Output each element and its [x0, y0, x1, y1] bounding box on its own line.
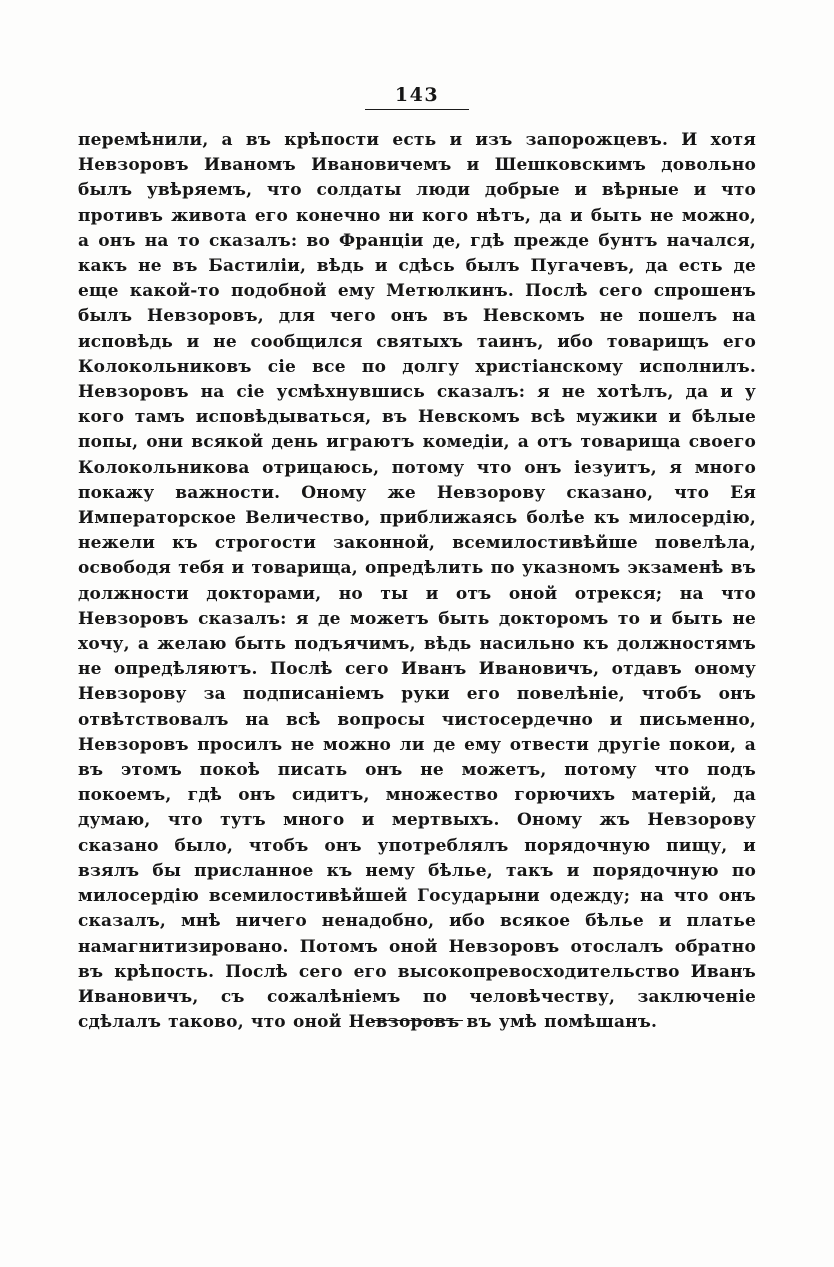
section-divider-rule — [371, 1020, 463, 1021]
body-text-paragraph: перемѣнили, а въ крѣпости есть и изъ запорожцевъ. И хотя Невзоровъ Иваномъ Ивановичемъ и Шешковскимъ довольно былъ увѣряемъ, что солдаты люди добрые и вѣрные и что противъ живота его конечно ни кого нѣтъ, да и быть не можно, а онъ на то сказалъ: во Франціи де, гдѣ прежде бунтъ начался, какъ не въ Бастиліи, вѣдь и сдѣсь былъ Пугачевъ, да есть де еще какой-то подобной ему Метюлкинъ. Послѣ сего спрошенъ былъ Невзоровъ, для чего онъ въ Невскомъ не пошелъ на исповѣдь и не сообщился святыхъ таинъ, ибо товарищъ его Колокольниковъ сіе все по долгу христіанскому исполнилъ. Невзоровъ на сіе усмѣхнувшись сказалъ: я не хотѣлъ, да и у кого тамъ исповѣдываться, въ Невскомъ всѣ мужики и бѣлые попы, они всякой день играютъ комедіи, а отъ товарища своего Колокольникова отрицаюсь, потому что онъ іезуитъ, я много покажу важности. Оному же Невзорову сказано, что Ея Императорское Величество, приближаясь болѣе къ милосердію, нежели къ строгости законной, всемилостивѣйше повелѣла, освободя тебя и товарища, опредѣлить по указномъ экзаменѣ въ должности докторами, но ты и отъ оной отрекся; на что Невзоровъ сказалъ: я де можетъ быть докторомъ то и быть не хочу, а желаю быть подъячимъ, вѣдь насильно къ должностямъ не опредѣляютъ. Послѣ сего Иванъ Ивановичъ, отдавъ оному Невзорову за подписаніемъ руки его повелѣніе, чтобъ онъ отвѣтствовалъ на всѣ вопросы чистосердечно и письменно, Невзоровъ просилъ не можно ли де ему отвести другіе покои, а въ этомъ покоѣ писать онъ не можетъ, потому что подъ покоемъ, гдѣ онъ сидитъ, множество горючихъ матерій, да думаю, что тутъ много и мертвыхъ. Оному жъ Невзорову сказано было, чтобъ онъ употреблялъ порядочную пищу, и взялъ бы присланное къ нему бѣлье, такъ и порядочную по милосердію всемилостивѣйшей Государыни одежду; на что онъ сказалъ, мнѣ ничего ненадобно, ибо всякое бѣлье и платье намагнитизировано. Потомъ оной Невзоровъ отослалъ обратно въ крѣпость. Послѣ сего его высокопревосходительство Иванъ Ивановичъ, съ сожалѣніемъ по человѣчеству, заключеніе сдѣлалъ таково, что оной Невзоровъ въ умѣ помѣшанъ. — [78, 130, 756, 1033]
page-header — [0, 84, 834, 110]
page-number: 143 — [365, 84, 469, 110]
